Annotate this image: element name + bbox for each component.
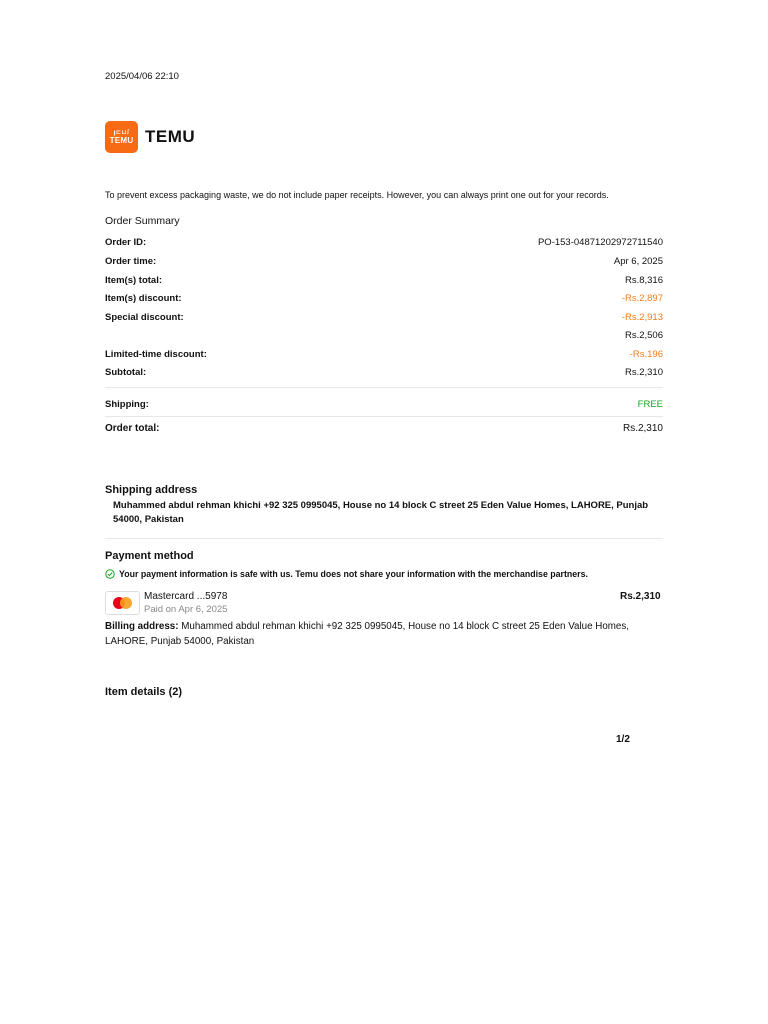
row-value: PO-153-04871202972711540 xyxy=(537,237,663,248)
row-label: Item(s) total: xyxy=(105,275,162,286)
page-number: 1/2 xyxy=(616,734,630,745)
print-timestamp: 2025/04/06 22:10 xyxy=(105,71,179,82)
payment-safe-note xyxy=(105,569,588,579)
row-value: -Rs.2,913 xyxy=(621,312,663,323)
section-divider xyxy=(105,538,663,539)
summary-divider xyxy=(105,387,663,388)
item-details-title: Item details (2) xyxy=(105,686,183,698)
summary-row-shipping xyxy=(105,399,663,410)
row-value: Rs.2,506 xyxy=(624,330,663,341)
row-value: -Rs.196 xyxy=(629,349,663,360)
row-label: Limited-time discount: xyxy=(105,349,207,360)
row-value: -Rs.2,897 xyxy=(621,293,663,304)
order-summary-title: Order Summary xyxy=(105,215,180,227)
payment-method-title: Payment method xyxy=(105,550,194,562)
card-name: Mastercard ...5978 xyxy=(144,591,228,602)
row-label: Shipping: xyxy=(105,399,149,410)
row-label: Subtotal: xyxy=(105,367,147,378)
row-value: Rs.2,310 xyxy=(624,367,663,378)
row-value: Rs.8,316 xyxy=(624,275,663,286)
row-value: FREE xyxy=(637,399,663,410)
summary-row-items-total xyxy=(105,275,663,286)
row-label: Order ID: xyxy=(105,237,147,248)
billing-label: Billing address: xyxy=(105,621,179,632)
row-label: Order total: xyxy=(105,423,160,434)
billing-address xyxy=(105,619,645,649)
shipping-address-title: Shipping address xyxy=(105,484,198,496)
logo-word: TEMU xyxy=(109,135,134,145)
summary-row-order-id xyxy=(105,237,663,248)
logo-glyphs: ꞁ⊏⊔ꭍ xyxy=(113,129,130,136)
row-label: Order time: xyxy=(105,256,157,267)
summary-row-items-discount xyxy=(105,293,663,304)
summary-row-subtotal xyxy=(105,367,663,378)
temu-logo-icon xyxy=(105,121,138,153)
summary-row-special-discount xyxy=(105,312,663,323)
shipping-address: Muhammed abdul rehman khichi +92 325 0995045, House no 14 block C street 25 Eden Value Homes, LAHORE, Punjab 54000, Pakistan xyxy=(113,500,649,525)
packaging-notice: To prevent excess packaging waste, we do not include paper receipts. However, you can always print one out for your records. xyxy=(105,190,609,200)
shield-check-icon xyxy=(105,569,115,579)
row-label: Special discount: xyxy=(105,312,184,323)
temu-logo xyxy=(105,121,195,153)
row-value: Apr 6, 2025 xyxy=(613,256,663,267)
paid-on: Paid on Apr 6, 2025 xyxy=(144,604,228,615)
row-value: Rs.2,310 xyxy=(622,423,663,434)
billing-address-text: Muhammed abdul rehman khichi +92 325 0995045, House no 14 block C street 25 Eden Value Homes, LAHORE, Punjab 54000, Pakistan xyxy=(105,621,629,647)
summary-row-order-total xyxy=(105,423,663,434)
summary-row-order-time xyxy=(105,256,663,267)
safe-note-text: Your payment information is safe with us. Temu does not share your information with the merchandise partners. xyxy=(119,569,588,579)
mastercard-icon xyxy=(105,591,140,615)
mastercard-circles-icon xyxy=(106,592,139,614)
summary-row-intermediate xyxy=(105,330,663,341)
brand-name: TEMU xyxy=(145,127,196,146)
row-label: Item(s) discount: xyxy=(105,293,182,304)
summary-row-limited-discount xyxy=(105,349,663,360)
payment-amount: Rs.2,310 xyxy=(620,591,661,602)
summary-divider xyxy=(105,416,663,417)
